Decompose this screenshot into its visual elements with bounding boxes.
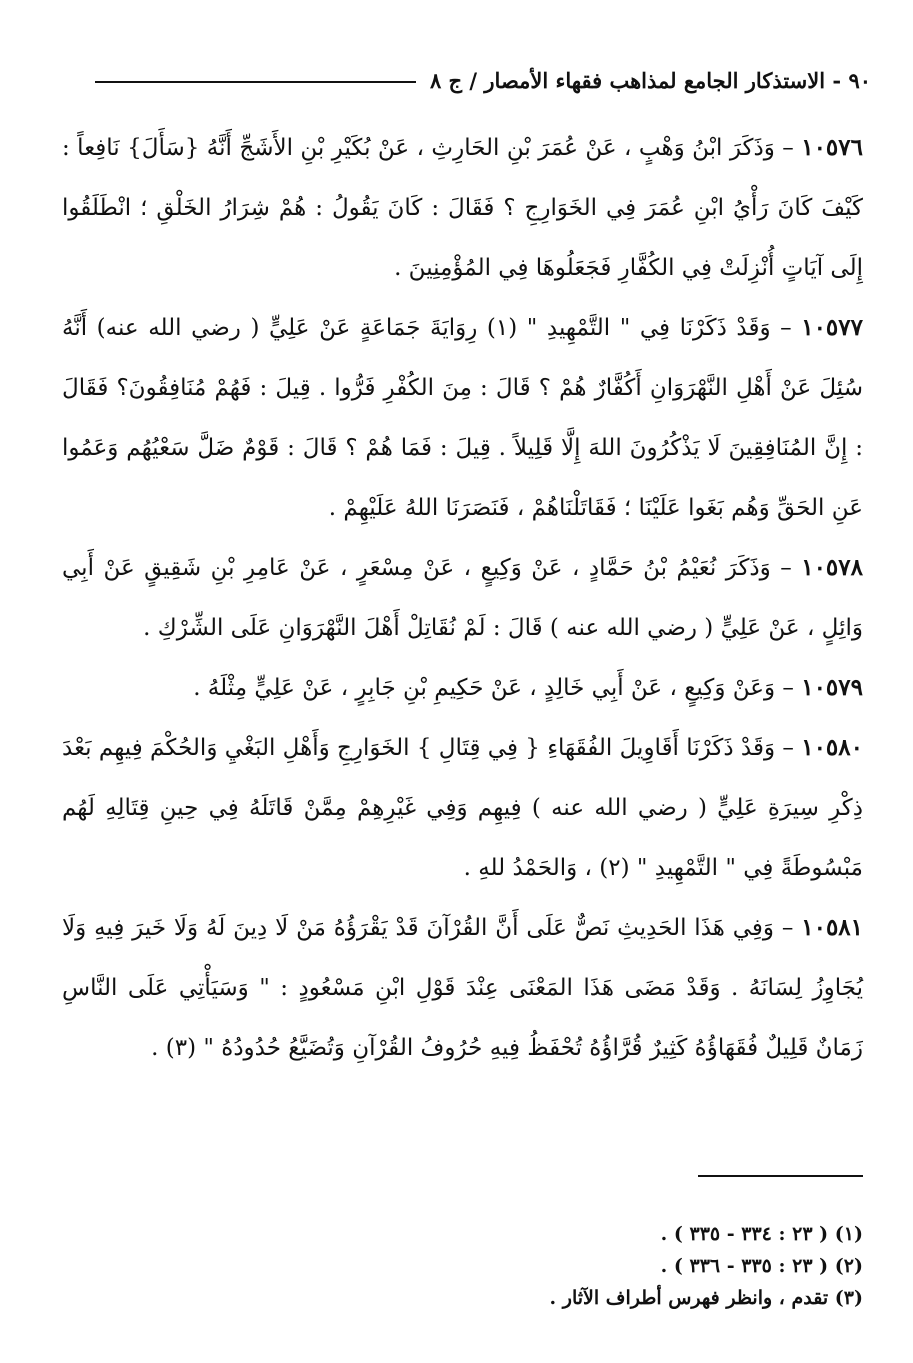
paragraph-text: – وَعَنْ وَكِيعٍ ، عَنْ أَبِي خَالِدٍ ، عَنْ حَكِيمِ بْنِ جَابِرٍ ، عَنْ عَلِيٍّ مِثْلَهُ .	[193, 675, 794, 701]
paragraph-10577	[62, 298, 863, 538]
footnotes	[62, 1218, 863, 1314]
paragraph-number: ١٠٥٧٩	[801, 674, 863, 701]
paragraph-10579	[62, 658, 863, 718]
paragraph-number: ١٠٥٧٨	[801, 554, 863, 581]
header-title: ٩٠ - الاستذكار الجامع لمذاهب فقهاء الأمصار / ج ٨	[429, 67, 871, 93]
footnote-2: (٢) ( ٢٣ : ٣٣٥ - ٣٣٦ ) .	[660, 1255, 863, 1277]
header-rule	[95, 81, 416, 83]
paragraph-10576	[62, 118, 863, 298]
paragraph-text: – وَذَكَرَ ابْنُ وَهْبٍ ، عَنْ عُمَرَ بْنِ الحَارِثِ ، عَنْ بُكَيْرِ بْنِ الأَشَجِّ أَنَّهُ {سَأَلَ} نَافِعاً : كَيْفَ كَانَ رَأْيُ ابْنِ عُمَرَ فِي الخَوَارِجِ ؟ فَقَالَ : كَانَ يَقُولُ : هُمْ شِرَارُ الخَلْقِ ؛ انْطَلَقُوا إِلَى آيَاتٍ أُنْزِلَتْ فِي الكُفَّارِ فَجَعَلُوهَا فِي المُؤْمِنِينَ .	[62, 135, 863, 281]
paragraph-10581	[62, 898, 863, 1078]
paragraph-text: – وَقَدْ ذَكَرْنَا أَقَاوِيلَ الفُقَهَاءِ { فِي قِتَالِ } الخَوَارِجِ وَأَهْلِ البَغْيِ وَالحُكْمَ فِيهِم بَعْدَ ذِكْرِ سِيرَةِ عَلِيٍّ ( رضي الله عنه ) فِيهِم وَفِي غَيْرِهِمْ مِمَّنْ قَاتَلَهُ فِي حِينِ قِتَالِهِ لَهُم مَبْسُوطَةً فِي " التَّمْهِيدِ " (٢) ، وَالحَمْدُ للهِ .	[62, 735, 863, 881]
footnote-rule	[698, 1175, 863, 1177]
footnote-3: (٣) تقدم ، وانظر فهرس أطراف الآثار .	[549, 1287, 863, 1309]
paragraph-text: – وَذَكَرَ نُعَيْمُ بْنُ حَمَّادٍ ، عَنْ وَكِيعٍ ، عَنْ مِسْعَرٍ ، عَنْ عَامِرِ بْنِ شَقِيقٍ عَنْ أَبِي وَائِلٍ ، عَنْ عَلِيٍّ ( رضي الله عنه ) قَالَ : لَمْ نُقَاتِلْ أَهْلَ النَّهْرَوَانِ عَلَى الشِّرْكِ .	[62, 555, 863, 641]
paragraph-text: – وَقَدْ ذَكَرْنَا فِي " التَّمْهِيدِ " (١) رِوَايَةَ جَمَاعَةٍ عَنْ عَلِيٍّ ( رضي الله عنه) أَنَّهُ سُئِلَ عَنْ أَهْلِ النَّهْرَوَانِ أَكُفَّارٌ هُمْ ؟ قَالَ : مِنَ الكُفْرِ فَرُّوا . قِيلَ : فَهُمْ مُنَافِقُونَ؟ فَقَالَ : إِنَّ المُنَافِقِينَ لَا يَذْكُرُونَ اللهَ إِلَّا قَلِيلاً . قِيلَ : فَمَا هُمْ ؟ قَالَ : قَوْمٌ ضَلَّ سَعْيُهُم وَعَمُوا عَنِ الحَقِّ وَهُم بَغَوا عَلَيْنَا ؛ فَقَاتَلْنَاهُمْ ، فَنَصَرَنَا اللهُ عَلَيْهِمْ .	[62, 315, 863, 521]
main-text	[62, 118, 863, 1078]
paragraph-text: – وَفِي هَذَا الحَدِيثِ نَصٌّ عَلَى أَنَّ القُرْآنَ قَدْ يَقْرَؤُهُ مَنْ لَا دِينَ لَهُ وَلَا خَيرَ فِيهِ وَلَا يُجَاوِزُ لِسَانَهُ . وَقَدْ مَضَى هَذَا المَعْنَى عِنْدَ قَوْلِ ابْنِ مَسْعُودٍ : " وَسَيَأْتِي عَلَى النَّاسِ زَمَانٌ قَلِيلٌ فُقَهَاؤُهُ كَثِيرٌ قُرَّاؤُهُ تُحْفَظُ فِيهِ حُرُوفُ القُرْآنِ وَتُضَيَّعُ حُدُودُهُ " (٣) .	[62, 915, 863, 1061]
footnote-1: (١) ( ٢٣ : ٣٣٤ - ٣٣٥ ) .	[660, 1223, 863, 1245]
running-header	[95, 60, 871, 100]
paragraph-10580	[62, 718, 863, 898]
paragraph-number: ١٠٥٧٦	[801, 134, 863, 161]
paragraph-number: ١٠٥٨٠	[801, 734, 863, 761]
paragraph-number: ١٠٥٧٧	[801, 314, 863, 341]
paragraph-number: ١٠٥٨١	[801, 914, 864, 941]
paragraph-10578	[62, 538, 863, 658]
